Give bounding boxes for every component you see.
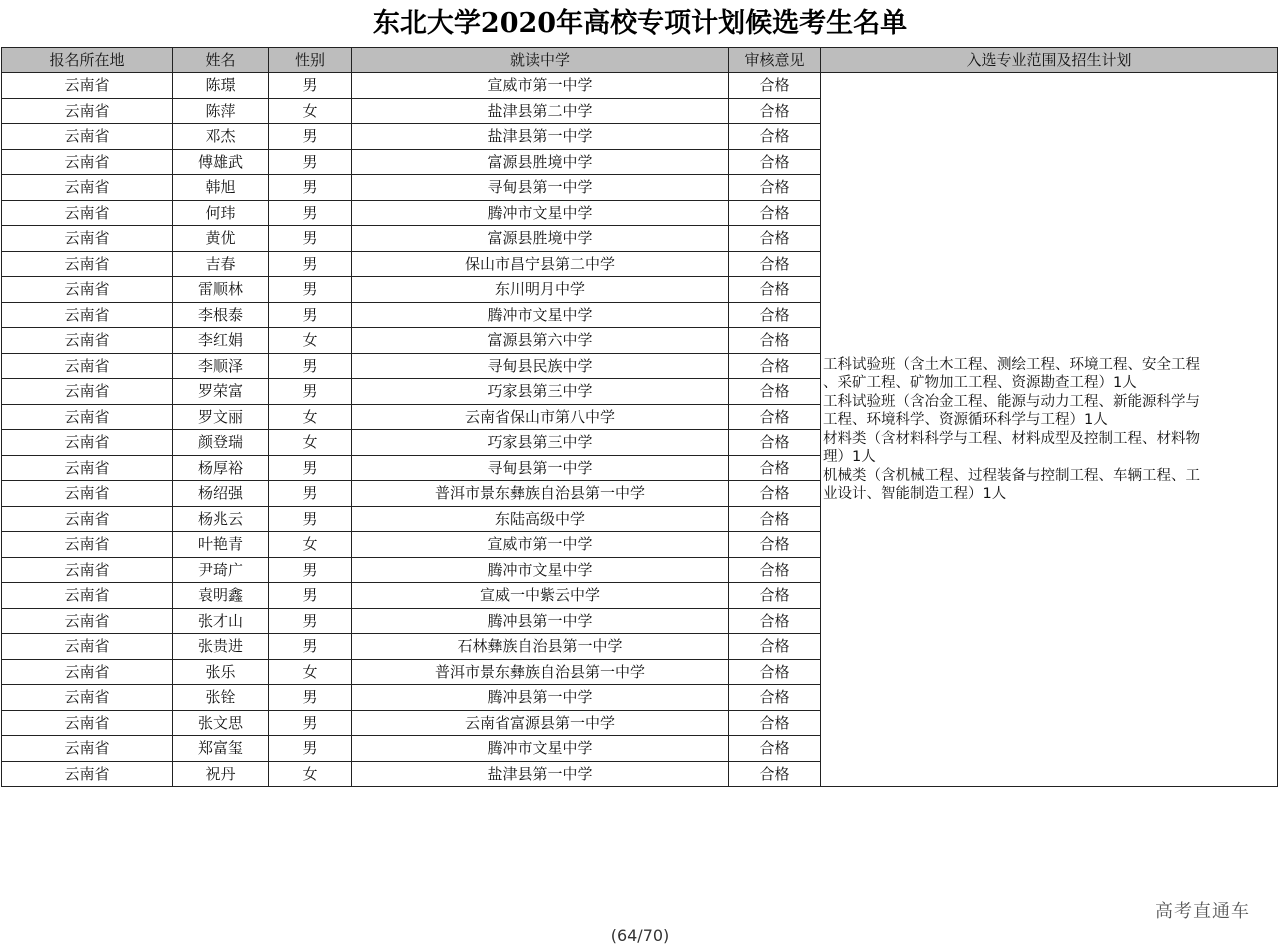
cell-gender: 男 (269, 481, 352, 507)
cell-school: 巧家县第三中学 (352, 379, 729, 405)
cell-name: 黄优 (173, 226, 269, 252)
cell-gender: 女 (269, 659, 352, 685)
cell-gender: 男 (269, 710, 352, 736)
cell-gender: 男 (269, 379, 352, 405)
cell-review: 合格 (729, 532, 821, 558)
cell-review: 合格 (729, 583, 821, 609)
cell-school: 宣威一中紫云中学 (352, 583, 729, 609)
cell-review: 合格 (729, 175, 821, 201)
cell-school: 寻甸县民族中学 (352, 353, 729, 379)
cell-review: 合格 (729, 685, 821, 711)
cell-region: 云南省 (2, 124, 173, 150)
cell-review: 合格 (729, 353, 821, 379)
column-header-plan: 入选专业范围及招生计划 (821, 48, 1278, 73)
cell-review: 合格 (729, 710, 821, 736)
cell-school: 寻甸县第一中学 (352, 175, 729, 201)
cell-name: 陈萍 (173, 98, 269, 124)
cell-region: 云南省 (2, 175, 173, 201)
cell-name: 郑富玺 (173, 736, 269, 762)
cell-region: 云南省 (2, 455, 173, 481)
cell-gender: 男 (269, 302, 352, 328)
cell-review: 合格 (729, 557, 821, 583)
cell-gender: 男 (269, 736, 352, 762)
cell-gender: 男 (269, 583, 352, 609)
cell-region: 云南省 (2, 685, 173, 711)
plan-line: 、采矿工程、矿物加工工程、资源勘查工程）1人 (823, 375, 1137, 391)
cell-name: 颜登瑞 (173, 430, 269, 456)
cell-gender: 男 (269, 634, 352, 660)
column-header-gender: 性别 (269, 48, 352, 73)
cell-school: 盐津县第一中学 (352, 761, 729, 787)
column-header-review: 审核意见 (729, 48, 821, 73)
cell-review: 合格 (729, 302, 821, 328)
cell-name: 杨厚裕 (173, 455, 269, 481)
table-row (2, 73, 1278, 99)
column-header-name: 姓名 (173, 48, 269, 73)
cell-name: 李红娟 (173, 328, 269, 354)
cell-school: 腾冲市文星中学 (352, 200, 729, 226)
cell-region: 云南省 (2, 328, 173, 354)
cell-region: 云南省 (2, 634, 173, 660)
cell-review: 合格 (729, 226, 821, 252)
cell-school: 腾冲市文星中学 (352, 736, 729, 762)
plan-line: 工科试验班（含冶金工程、能源与动力工程、新能源科学与 (823, 393, 1200, 410)
cell-name: 何玮 (173, 200, 269, 226)
cell-region: 云南省 (2, 404, 173, 430)
cell-name: 张贵进 (173, 634, 269, 660)
cell-gender: 男 (269, 608, 352, 634)
cell-region: 云南省 (2, 761, 173, 787)
page-number: (64/70) (610, 926, 670, 945)
cell-school: 富源县第六中学 (352, 328, 729, 354)
cell-region: 云南省 (2, 251, 173, 277)
column-header-school: 就读中学 (352, 48, 729, 73)
cell-review: 合格 (729, 251, 821, 277)
cell-school: 普洱市景东彝族自治县第一中学 (352, 481, 729, 507)
cell-region: 云南省 (2, 736, 173, 762)
cell-gender: 女 (269, 404, 352, 430)
cell-school: 保山市昌宁县第二中学 (352, 251, 729, 277)
cell-review: 合格 (729, 430, 821, 456)
cell-region: 云南省 (2, 277, 173, 303)
cell-school: 腾冲市文星中学 (352, 557, 729, 583)
cell-region: 云南省 (2, 149, 173, 175)
cell-gender: 男 (269, 557, 352, 583)
cell-name: 叶艳青 (173, 532, 269, 558)
cell-school: 腾冲市文星中学 (352, 302, 729, 328)
cell-gender: 女 (269, 532, 352, 558)
cell-region: 云南省 (2, 98, 173, 124)
column-header-region: 报名所在地 (2, 48, 173, 73)
cell-review: 合格 (729, 506, 821, 532)
plan-line: 理）1人 (823, 449, 876, 465)
cell-region: 云南省 (2, 659, 173, 685)
cell-name: 韩旭 (173, 175, 269, 201)
cell-school: 盐津县第二中学 (352, 98, 729, 124)
cell-name: 雷顺林 (173, 277, 269, 303)
cell-name: 吉春 (173, 251, 269, 277)
cell-region: 云南省 (2, 532, 173, 558)
cell-gender: 男 (269, 175, 352, 201)
cell-school: 宣威市第一中学 (352, 532, 729, 558)
cell-gender: 男 (269, 353, 352, 379)
cell-review: 合格 (729, 149, 821, 175)
plan-line: 工科试验班（含土木工程、测绘工程、环境工程、安全工程 (823, 356, 1200, 373)
cell-gender: 男 (269, 277, 352, 303)
cell-review: 合格 (729, 200, 821, 226)
cell-gender: 男 (269, 200, 352, 226)
cell-school: 石林彝族自治县第一中学 (352, 634, 729, 660)
watermark-text: 高考直通车 (1155, 901, 1250, 922)
cell-region: 云南省 (2, 583, 173, 609)
candidate-table (1, 47, 1278, 787)
plan-line: 材料类（含材料科学与工程、材料成型及控制工程、材料物 (823, 430, 1200, 447)
cell-name: 邓杰 (173, 124, 269, 150)
cell-gender: 男 (269, 149, 352, 175)
cell-region: 云南省 (2, 353, 173, 379)
cell-region: 云南省 (2, 710, 173, 736)
cell-review: 合格 (729, 73, 821, 99)
cell-name: 袁明鑫 (173, 583, 269, 609)
cell-school: 富源县胜境中学 (352, 226, 729, 252)
cell-name: 张才山 (173, 608, 269, 634)
cell-name: 杨兆云 (173, 506, 269, 532)
cell-name: 李根泰 (173, 302, 269, 328)
cell-school: 云南省富源县第一中学 (352, 710, 729, 736)
cell-school: 寻甸县第一中学 (352, 455, 729, 481)
cell-review: 合格 (729, 481, 821, 507)
cell-name: 杨绍强 (173, 481, 269, 507)
cell-region: 云南省 (2, 430, 173, 456)
cell-school: 东陆高级中学 (352, 506, 729, 532)
cell-school: 宣威市第一中学 (352, 73, 729, 99)
table-header-row (2, 48, 1278, 73)
cell-review: 合格 (729, 277, 821, 303)
cell-name: 陈璟 (173, 73, 269, 99)
cell-name: 张铨 (173, 685, 269, 711)
cell-region: 云南省 (2, 506, 173, 532)
cell-name: 罗荣富 (173, 379, 269, 405)
cell-review: 合格 (729, 379, 821, 405)
cell-gender: 男 (269, 251, 352, 277)
cell-school: 富源县胜境中学 (352, 149, 729, 175)
cell-gender: 女 (269, 328, 352, 354)
cell-region: 云南省 (2, 557, 173, 583)
table-body (2, 73, 1278, 787)
cell-gender: 男 (269, 455, 352, 481)
cell-review: 合格 (729, 328, 821, 354)
cell-region: 云南省 (2, 481, 173, 507)
cell-school: 盐津县第一中学 (352, 124, 729, 150)
cell-school: 腾冲县第一中学 (352, 685, 729, 711)
cell-gender: 男 (269, 506, 352, 532)
cell-name: 罗文丽 (173, 404, 269, 430)
cell-gender: 女 (269, 430, 352, 456)
cell-region: 云南省 (2, 379, 173, 405)
cell-admission-plan (821, 73, 1278, 787)
cell-review: 合格 (729, 634, 821, 660)
cell-name: 尹琦广 (173, 557, 269, 583)
cell-review: 合格 (729, 736, 821, 762)
plan-line: 业设计、智能制造工程）1人 (823, 486, 1007, 502)
cell-gender: 男 (269, 73, 352, 99)
cell-region: 云南省 (2, 302, 173, 328)
cell-region: 云南省 (2, 73, 173, 99)
cell-gender: 男 (269, 685, 352, 711)
cell-review: 合格 (729, 404, 821, 430)
cell-gender: 男 (269, 226, 352, 252)
cell-review: 合格 (729, 659, 821, 685)
cell-gender: 女 (269, 761, 352, 787)
cell-review: 合格 (729, 761, 821, 787)
cell-region: 云南省 (2, 226, 173, 252)
cell-region: 云南省 (2, 200, 173, 226)
plan-line: 机械类（含机械工程、过程装备与控制工程、车辆工程、工 (823, 467, 1200, 484)
cell-name: 傅雄武 (173, 149, 269, 175)
cell-name: 张乐 (173, 659, 269, 685)
cell-gender: 男 (269, 124, 352, 150)
cell-school: 东川明月中学 (352, 277, 729, 303)
cell-review: 合格 (729, 455, 821, 481)
cell-school: 巧家县第三中学 (352, 430, 729, 456)
document-title: 东北大学2020年高校专项计划候选考生名单 (372, 8, 908, 39)
plan-line: 工程、环境科学、资源循环科学与工程）1人 (823, 412, 1108, 428)
cell-region: 云南省 (2, 608, 173, 634)
cell-review: 合格 (729, 608, 821, 634)
cell-review: 合格 (729, 124, 821, 150)
cell-gender: 女 (269, 98, 352, 124)
cell-review: 合格 (729, 98, 821, 124)
cell-name: 张文思 (173, 710, 269, 736)
cell-school: 普洱市景东彝族自治县第一中学 (352, 659, 729, 685)
cell-school: 腾冲县第一中学 (352, 608, 729, 634)
cell-name: 李顺泽 (173, 353, 269, 379)
cell-name: 祝丹 (173, 761, 269, 787)
cell-school: 云南省保山市第八中学 (352, 404, 729, 430)
